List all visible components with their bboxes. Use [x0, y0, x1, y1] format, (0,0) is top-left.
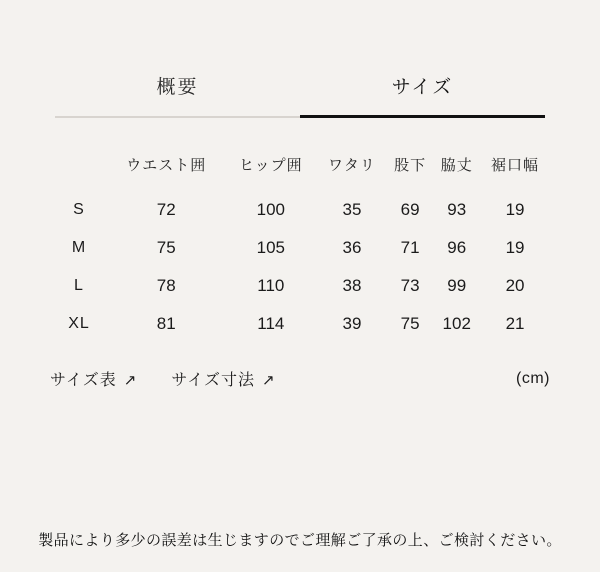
cell-s-hem: 19	[505, 200, 525, 219]
size-table-head	[50, 144, 550, 191]
column-header-inseam: 股下	[394, 157, 427, 174]
row-label-s: S	[73, 201, 85, 218]
cell-m-hip: 105	[256, 238, 285, 257]
size-chart-link-label: サイズ表	[50, 372, 117, 389]
size-measurement-link[interactable]	[171, 367, 275, 390]
cell-s-thigh: 35	[342, 200, 362, 219]
cell-s-hip: 100	[256, 200, 285, 219]
size-measurement-link-label: サイズ寸法	[171, 372, 256, 389]
column-header-outseam: 脇丈	[440, 157, 473, 174]
size-chart-link[interactable]	[50, 367, 137, 390]
external-link-icon: ↗	[262, 372, 276, 389]
table-row	[50, 267, 550, 305]
cell-xl-waist: 81	[156, 314, 176, 333]
cell-m-hem: 19	[505, 238, 525, 257]
column-header-hem: 裾口幅	[491, 157, 540, 174]
cell-xl-hem: 21	[505, 314, 525, 333]
cell-xl-outseam: 102	[442, 314, 471, 333]
row-label-m: M	[71, 239, 87, 256]
size-table	[50, 144, 550, 343]
cell-s-inseam: 69	[400, 200, 420, 219]
links-row	[50, 367, 550, 390]
tab-size[interactable]	[300, 72, 545, 118]
cell-s-outseam: 93	[447, 200, 467, 219]
tab-overview-label: 概要	[156, 77, 199, 98]
row-label-xl: XL	[68, 315, 90, 332]
cell-l-hem: 20	[505, 276, 525, 295]
cell-l-outseam: 99	[447, 276, 467, 295]
column-header-waist: ウエスト囲	[126, 157, 207, 174]
column-header-thigh: ワタリ	[328, 157, 376, 174]
cell-m-inseam: 71	[400, 238, 420, 257]
table-row	[50, 229, 550, 267]
cell-l-inseam: 73	[400, 276, 420, 295]
cell-m-thigh: 36	[342, 238, 362, 257]
size-table-body	[50, 191, 550, 343]
cell-xl-inseam: 75	[400, 314, 420, 333]
cell-m-outseam: 96	[447, 238, 467, 257]
table-row	[50, 191, 550, 229]
table-header-row	[50, 144, 550, 191]
cell-l-thigh: 38	[342, 276, 362, 295]
cell-xl-thigh: 39	[342, 314, 362, 333]
tab-size-label: サイズ	[391, 77, 454, 98]
row-label-l: L	[74, 277, 84, 294]
cell-m-waist: 75	[156, 238, 176, 257]
unit-label: (cm)	[516, 369, 550, 387]
table-corner-header	[50, 144, 108, 191]
disclaimer-note: 製品により多少の誤差は生じますのでご理解ご了承の上、ご検討ください。	[38, 532, 562, 549]
column-header-hip: ヒップ囲	[239, 157, 303, 174]
cell-s-waist: 72	[156, 200, 176, 219]
cell-l-hip: 110	[257, 276, 285, 295]
cell-xl-hip: 114	[257, 314, 285, 333]
cell-l-waist: 78	[156, 276, 176, 295]
tab-overview[interactable]	[55, 72, 300, 118]
external-link-icon: ↗	[123, 372, 138, 389]
size-panel	[0, 72, 600, 572]
tab-bar	[55, 72, 545, 118]
table-row	[50, 305, 550, 343]
